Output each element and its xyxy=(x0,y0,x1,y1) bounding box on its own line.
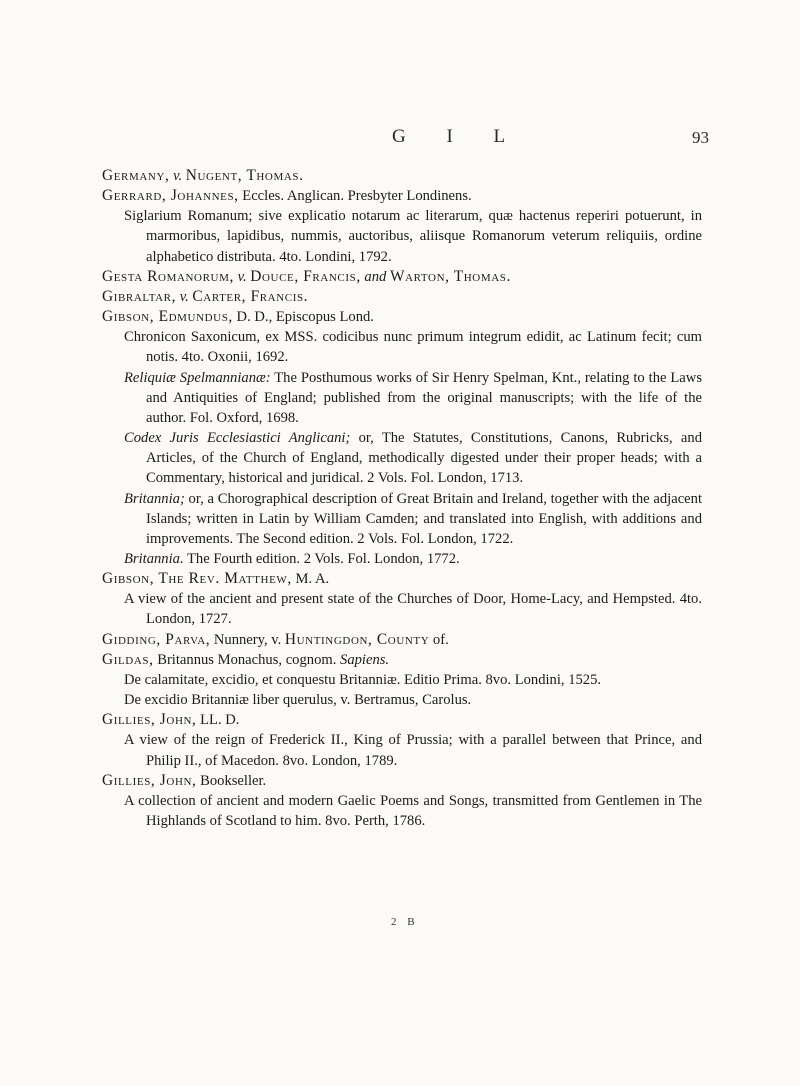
entry-heading: Gerrard, Johannes, Eccles. Anglican. Presbyter Londinens. xyxy=(102,187,472,205)
entry-heading: Gillies, John, LL. D. xyxy=(102,711,240,729)
entry-heading: Gibraltar, v. Carter, Francis. xyxy=(102,287,309,305)
entry-heading: Gildas, Britannus Monachus, cognom. Sapiens. xyxy=(102,650,390,668)
entry-work: De calamitate, excidio, et conquestu Britanniæ. Editio Prima. 8vo. Londini, 1525. xyxy=(124,671,602,688)
printer-signature: 2 B xyxy=(391,916,419,928)
entry-heading: Gesta Romanorum, v. Douce, Francis, and Warton, Thomas. xyxy=(102,267,511,285)
entry-work: Chronicon Saxonicum, ex MSS. codicibus nunc primum integrum edidit, ac Latinum fecit; cum notis. 4to. Oxonii, 1692. xyxy=(124,329,702,366)
entry-work: A view of the reign of Frederick II., King of Prussia; with a parallel between that Prince, and Philip II., of Macedon. 8vo. London, 1789. xyxy=(124,732,702,769)
entry-heading: Gibson, The Rev. Matthew, M. A. xyxy=(102,570,330,588)
catalogue-entries xyxy=(102,166,702,831)
entry-work: De excidio Britanniæ liber querulus, v. Bertramus, Carolus. xyxy=(124,692,472,709)
entry-work: Britannia. The Fourth edition. 2 Vols. Fol. London, 1772. xyxy=(124,550,460,567)
entry-heading: Gillies, John, Bookseller. xyxy=(102,771,267,789)
entry-work: Britannia; or, a Chorographical description of Great Britain and Ireland, together with the adjacent Islands; written in Latin by William Camden; and translated into English, with additions and improvements. The Second edition. 2 Vols. Fol. London, 1722. xyxy=(124,490,702,547)
entry-heading: Gidding, Parva, Nunnery, v. Huntingdon, County of. xyxy=(102,630,449,648)
entry-work: Codex Juris Ecclesiastici Anglicani; or, The Statutes, Constitutions, Canons, Rubricks, and Articles, of the Church of England, methodically digested under their proper heads; with a Commentary, historical and juridical. 2 Vols. Fol. London, 1713. xyxy=(124,430,702,487)
page-number: 93 xyxy=(692,128,709,147)
entry-work: A view of the ancient and present state of the Churches of Door, Home-Lacy, and Hempsted. 4to. London, 1727. xyxy=(124,591,702,628)
entry-work: Reliquiæ Spelmannianæ: The Posthumous works of Sir Henry Spelman, Knt., relating to the Laws and Antiquities of England; published from the original manuscripts; with the life of the author. Fol. Oxford, 1698. xyxy=(124,369,702,426)
entry-work: A collection of ancient and modern Gaelic Poems and Songs, transmitted from Gentlemen in The Highlands of Scotland to him. 8vo. Perth, 1786. xyxy=(124,792,702,829)
entry-work: Siglarium Romanum; sive explicatio notarum ac literarum, quæ hactenus reperiri potuerunt, in marmoribus, lapidibus, nummis, auctoribus, aliisque Romanorum veterum reliquiis, ordine alphabetico distributa. 4to. Londini, 1792. xyxy=(124,208,702,265)
page-header xyxy=(0,126,800,150)
running-head: G I L xyxy=(392,126,524,147)
entry-heading: Gibson, Edmundus, D. D., Episcopus Lond. xyxy=(102,308,374,326)
entry-heading: Germany, v. Nugent, Thomas. xyxy=(102,167,304,184)
